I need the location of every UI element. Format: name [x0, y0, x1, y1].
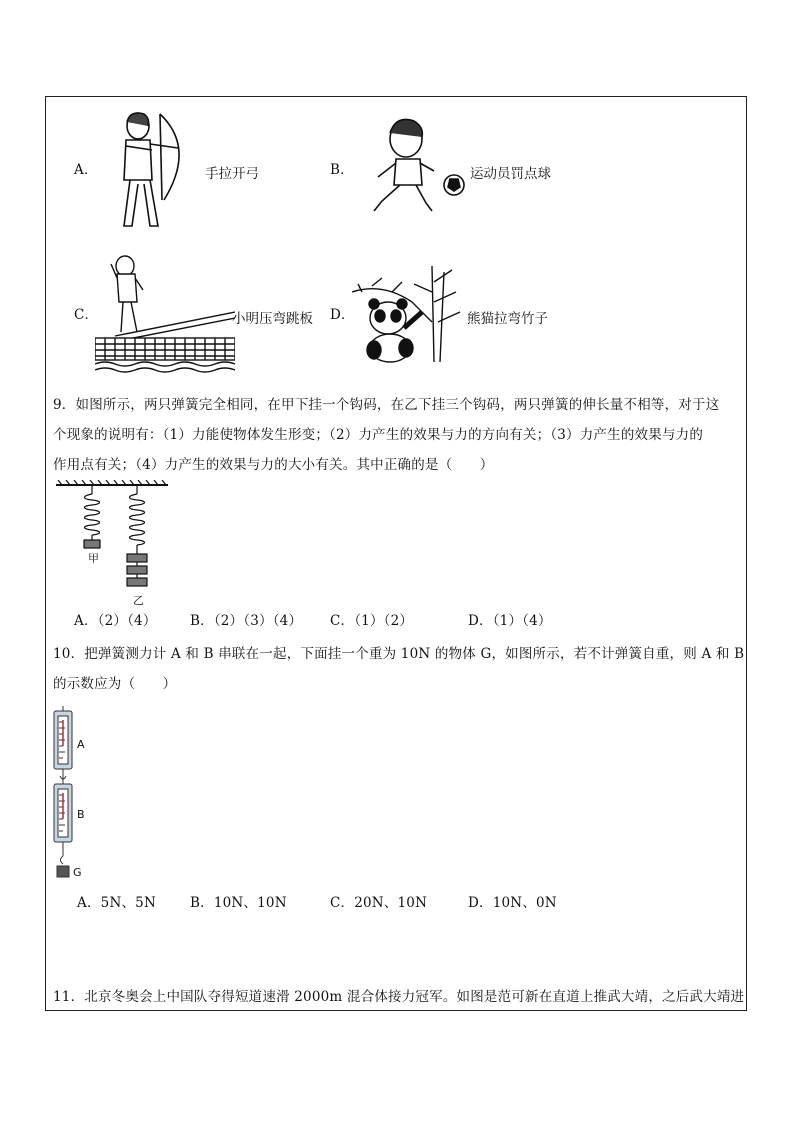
option-b-caption: 运动员罚点球 — [470, 166, 551, 182]
option-c-caption: 小明压弯跳板 — [232, 311, 313, 327]
q9-option-c: C．（1）（2） — [330, 613, 414, 629]
q9-option-a: A．（2）（4） — [74, 613, 157, 629]
q9-option-d: D．（1）（4） — [468, 613, 552, 629]
q11-line-1: 11．北京冬奥会上中国队夺得短道速滑 2000m 混合体接力冠军。如图是范可新在直道上推武大靖，之后武大靖进 — [53, 989, 745, 1005]
q9-line-2: 个现象的说明有：（1）力能使物体发生形变；（2）力产生的效果与力的方向有关；（3）力产生的效果与力的 — [53, 427, 704, 443]
label-b: B — [77, 808, 85, 821]
q10-line-2: 的示数应为（ ） — [53, 676, 177, 692]
archer-icon — [100, 108, 200, 233]
label-a: A — [77, 738, 85, 751]
option-a-letter: A． — [74, 162, 98, 178]
spring-figure — [56, 480, 171, 605]
q10-line-1: 10．把弹簧测力计 A 和 B 串联在一起，下面挂一个重为 10N 的物体 G，如图所示，若不计弹簧自重，则 A 和 B — [53, 646, 745, 662]
option-c-letter: C． — [74, 307, 99, 323]
option-b-letter: B． — [330, 162, 354, 178]
spring-scale-figure — [52, 706, 74, 881]
q10-option-d: D．10N、0N — [468, 895, 557, 911]
soccer-player-icon — [368, 115, 468, 220]
diving-board-icon — [95, 252, 235, 374]
q10-option-b: B．10N、10N — [190, 895, 287, 911]
option-d-letter: D． — [330, 307, 355, 323]
panda-bamboo-icon — [352, 262, 464, 364]
q10-option-c: C．20N、10N — [330, 895, 428, 911]
q9-option-b: B．（2）（3）（4） — [190, 613, 303, 629]
q9-line-1: 9．如图所示，两只弹簧完全相同，在甲下挂一个钩码，在乙下挂三个钩码，两只弹簧的伸长量不相等，对于这 — [53, 397, 720, 413]
q10-option-a: A．5N、5N — [77, 895, 156, 911]
label-jia: 甲 — [88, 552, 99, 565]
option-d-caption: 熊猫拉弯竹子 — [467, 311, 548, 327]
label-g: G — [73, 866, 82, 879]
option-a-caption: 手拉开弓 — [205, 166, 259, 182]
q9-line-3: 作用点有关；（4）力产生的效果与力的大小有关。其中正确的是（ ） — [53, 457, 494, 473]
label-yi: 乙 — [133, 594, 144, 607]
